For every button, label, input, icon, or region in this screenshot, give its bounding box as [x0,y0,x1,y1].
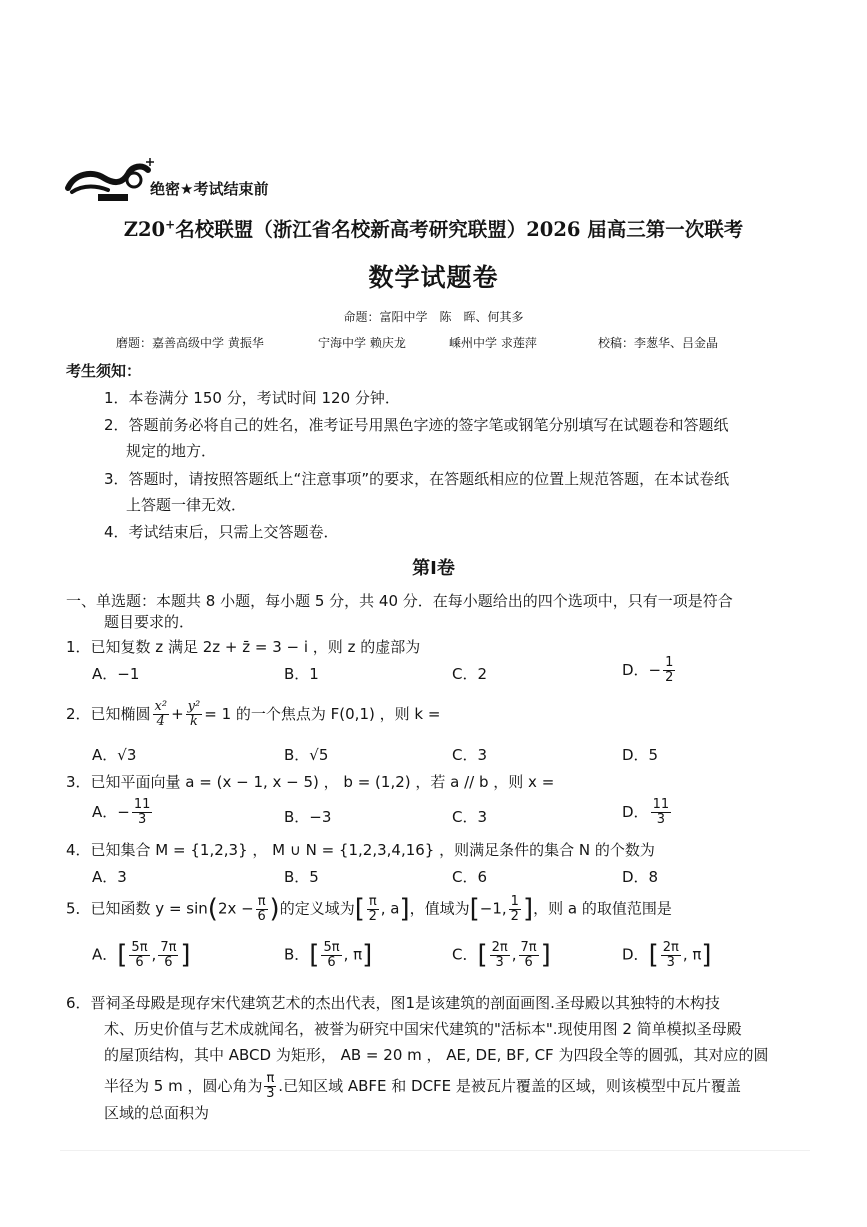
page-divider [60,1150,810,1151]
q5-option-c: C．[ $\frac{2\pi}{3}$ , $\frac{7\pi}{6}$ ] [452,939,551,970]
question-6-line: 术、历史价值与艺术成就闻名，被誉为研究中国宋代建筑的"活标本".现使用图 2 简单模拟圣母殿 [104,1020,742,1038]
q2-option-d: D．5 [622,746,659,764]
notice-item: 3．答题时，请按照答题纸上“注意事项”的要求，在答题纸相应的位置上规范答题，在本试卷纸 [104,470,730,488]
question-6-line: 的屋顶结构，其中 ABCD 为矩形， AB = 20 m ， AE, DE, BF, CF 为四段全等的圆弧，其对应的圆 [104,1046,769,1064]
q4-option-d: D．8 [622,868,659,886]
question-2-stem: 2．已知椭圆 $\frac{\text{x²}}{4}$ + $\frac{\text{y²}}{k}$ = 1 的一个焦点为 F(0,1) ，则 k = [66,699,441,729]
notice-item: 规定的地方． [126,442,217,460]
proofreader-credit: 校稿：李葱华、吕金晶 [598,336,719,350]
notice-item: 2．答题前务必将自己的姓名，准考证号用黑色字迹的签字笔或钢笔分别填写在试题卷和答题纸 [104,416,729,434]
z20-alliance-logo [64,158,156,202]
reviewer-credit-2: 宁海中学 赖庆龙 [318,336,406,350]
q3-option-c: C．3 [452,808,488,826]
q2-option-a: A．√3 [92,746,137,764]
q4-option-b: B．5 [284,868,319,886]
notice-item: 4．考试结束后，只需上交答题卷． [104,523,339,541]
q4-option-a: A．3 [92,868,127,886]
question-3-stem: 3．已知平面向量 a = (x − 1, x − 5) ， b = (1,2) ，若 a // b ，则 x = [66,773,555,791]
confidential-label: 绝密★考试结束前 [150,180,269,198]
exam-title: Z20+名校联盟（浙江省名校新高考研究联盟）2026 届高三第一次联考 [123,217,744,241]
section-intro: 题目要求的． [104,613,195,631]
reviewer-credit-1: 磨题：嘉善高级中学 黄振华 [116,336,264,350]
q3-option-b: B．−3 [284,808,332,826]
q1-option-d: D．− $\frac{1}{2}$ [622,655,674,685]
question-5-stem: 5．已知函数 y = sin(2x − $\frac{\pi}{6}$ )的定义域为[ $\frac{\pi}{2}$ , a]，值域为[−1, $\frac{1}{2}$ ]，则 a 的取值范围是 [66,893,672,924]
q3-option-d: D． $\frac{11}{3}$ [622,797,670,827]
q2-option-b: B．√5 [284,746,329,764]
q1-option-c: C．2 [452,665,488,683]
question-6-line: 6．晋祠圣母殿是现存宋代建筑艺术的杰出代表，图1是该建筑的剖面画图.圣母殿以其独特的木构技 [66,994,720,1012]
q2-option-c: C．3 [452,746,488,764]
q3-option-a: A．− $\frac{11}{3}$ [92,797,151,827]
q1-option-a: A．−1 [92,665,140,683]
author-credit: 命题：富阳中学 陈 晖、何其多 [343,310,524,324]
reviewer-credit-3: 嵊州中学 求莲萍 [449,336,537,350]
question-4-stem: 4．已知集合 M = {1,2,3} ， M ∪ N = {1,2,3,4,16} ，则满足条件的集合 N 的个数为 [66,841,655,859]
paper-title: 数学试题卷 [368,263,499,292]
notice-item: 上答题一律无效． [126,496,247,514]
notice-heading: 考生须知： [66,362,142,380]
question-6-line: 区域的总面积为 [104,1104,210,1122]
q1-option-b: B．1 [284,665,319,683]
section-intro: 一、单选题：本题共 8 小题，每小题 5 分，共 40 分．在每小题给出的四个选项中，只有一项是符合 [66,592,733,610]
question-1-stem: 1．已知复数 z 满足 2z + z̄ = 3 − i ，则 z 的虚部为 [66,638,421,656]
q5-option-d: D．[ $\frac{2\pi}{3}$ , π] [622,939,712,970]
question-6-line: 半径为 5 m ，圆心角为 $\frac{\pi}{3}$ .已知区域 ABFE 和 DCFE 是被瓦片覆盖的区域，则该模型中瓦片覆盖 [104,1071,741,1101]
q4-option-c: C．6 [452,868,488,886]
section-title: 第Ⅰ卷 [412,558,455,579]
q5-option-b: B．[ $\frac{5\pi}{6}$ , π] [284,939,373,970]
q5-option-a: A．[ $\frac{5\pi}{6}$ , $\frac{7\pi}{6}$ ] [92,939,191,970]
notice-item: 1．本卷满分 150 分，考试时间 120 分钟． [104,389,400,407]
